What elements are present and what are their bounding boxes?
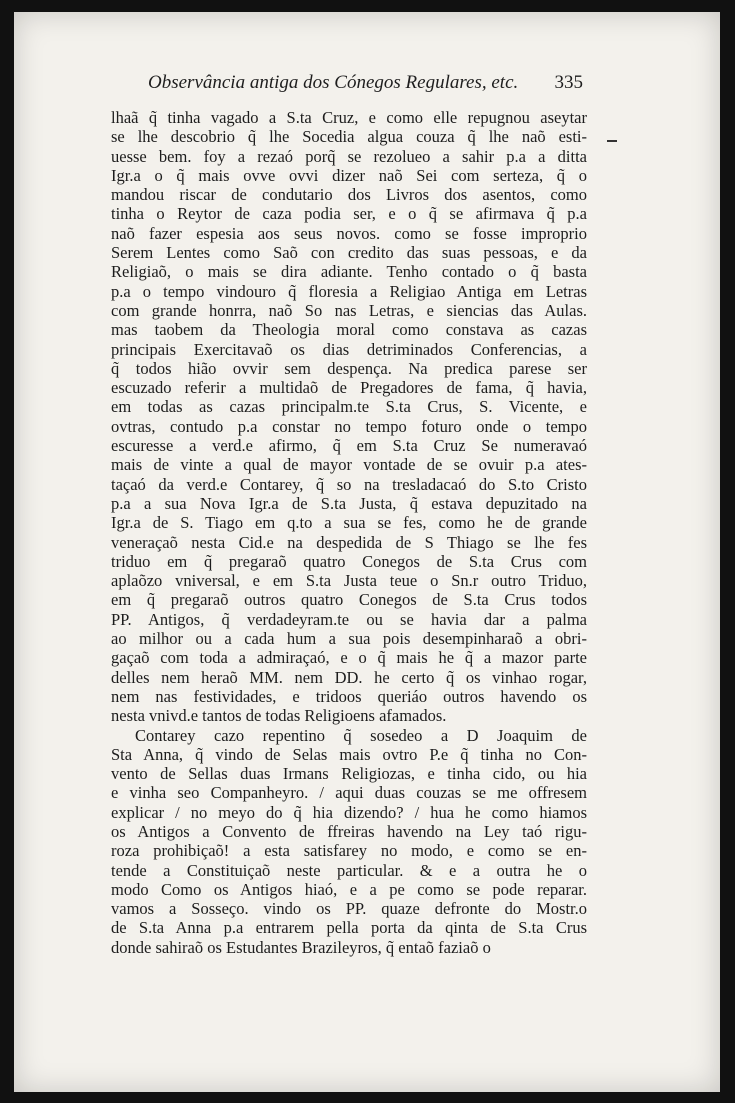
text-line: nem nas festividades, e tridoos queriáo outros havendo os [111,686,587,706]
text-line: naõ fazer espesia aos seus novos. como se fosse improprio [111,223,587,243]
text-line: com grande honrra, naõ So nas Letras, e siencias das Aulas. [111,300,587,320]
text-line: escuresse a verd.e afirmo, q̃ em S.ta Cruz Se numeravaó [111,436,587,456]
text-line: gaçaõ com toda a admiraçaó, e o q̃ mais he q̃ a mazor parte [111,648,587,668]
text-line: roza prohibiçaõ! a esta satisfarey no modo, e como se en- [111,841,587,861]
text-line: Igr.a o q̃ mais ovve ovvi dizer naõ Sei com serteza, q̃ o [111,165,587,185]
text-line: Serem Lentes como Saõ con credito das suas pessoas, e da [111,243,587,263]
body-text [111,108,587,957]
text-line: explicar / no meyo do q̃ hia dizendo? / hua he como hiamos [111,802,587,822]
book-page [14,12,720,1092]
text-line: vento de Sellas duas Irmans Religiozas, e tinha cido, ou hia [111,764,587,784]
text-line: uesse bem. foy a rezaó porq̃ se rezolueo a sahir p.a a ditta [111,146,587,166]
running-title: Observância antiga dos Cónegos Regulares, etc. [148,72,519,93]
text-line: taçaó da verd.e Contarey, q̃ so na tresladacaó do S.to Cristo [111,474,587,494]
text-line: tende a Constituiçaõ neste particular. & e a outra he o [111,860,587,880]
text-line: em q̃ pregaraõ outros quatro Conegos de S.ta Crus todos [111,590,587,610]
text-line: modo Como os Antigos hiaó, e a pe como se pode reparar. [111,879,587,899]
text-line: p.a a sua Nova Igr.a de S.ta Justa, q̃ estava depuzitado na [111,493,587,513]
text-line: delles nem heraõ MM. nem DD. he certo q̃ os vinhao rogar, [111,667,587,687]
text-line: lhaã q̃ tinha vagado a S.ta Cruz, e como elle repugnou aseytar [111,108,587,127]
text-line: Religiaõ, o mais se dira adiante. Tenho contado o q̃ basta [111,262,587,282]
text-line: tinha o Reytor de caza podia ser, e o q̃ se afirmava q̃ p.a [111,204,587,224]
running-head [14,72,720,102]
margin-mark [607,140,617,142]
text-line: donde sahiraõ os Estudantes Brazileyros, q̃ entaõ faziaõ o [111,937,491,957]
text-line: vamos a Sosseço. vindo os PP. quaze defronte do Mostr.o [111,899,587,919]
text-line: mais de vinte a qual de mayor vontade de se ovuir p.a ates- [111,455,587,475]
text-line: principais Exercitavaõ os dias detriminados Conferencias, a [111,339,587,359]
text-line: mandou riscar de condutario dos Livros dos asentos, como [111,185,587,205]
text-line: os Antigos a Convento de ffreiras havendo na Ley taó rigu- [111,821,587,841]
text-line: q̃ todos hião ovvir sem despença. Na predica parese ser [111,358,587,378]
page-number: 335 [554,72,583,93]
text-line: de S.ta Anna p.a entrarem pella porta da qinta de S.ta Crus [111,918,587,938]
text-line: nesta vnivd.e tantos de todas Religioens afamados. [111,706,447,726]
text-line: escuzado referir a multidaõ de Pregadores de fama, q̃ havia, [111,378,587,398]
text-line: ovtras, contudo p.a constar no tempo foturo onde o tempo [111,416,587,436]
text-line: aplaõzo vniversal, e em S.ta Justa teue o Sn.r outro Triduo, [111,571,587,591]
text-line: ao milhor ou a cada hum a sua pois desempinharaõ a obri- [111,629,587,649]
text-line: se lhe descobrio q̃ lhe Socedia algua couza q̃ lhe naõ esti- [111,127,587,147]
text-line: veneraçaõ nesta Cid.e na despedida de S Thiago se lhe fes [111,532,587,552]
text-line: e vinha seo Companheyro. / aqui duas couzas se me offresem [111,783,587,803]
text-line: em todas as cazas principalm.te S.ta Crus, S. Vicente, e [111,397,587,417]
text-line: triduo em q̃ pregaraõ quatro Conegos de S.ta Crus com [111,551,587,571]
text-line: mas taobem da Theologia moral como constava as cazas [111,320,587,340]
text-line: Contarey cazo repentino q̃ sosedeo a D Joaquim de [135,725,587,745]
text-line: p.a o tempo vindouro q̃ floresia a Religiao Antiga em Letras [111,281,587,301]
text-line: Igr.a de S. Tiago em q.to a sua se fes, como he de grande [111,513,587,533]
text-line: PP. Antigos, q̃ verdadeyram.te ou se havia dar a palma [111,609,587,629]
text-line: Sta Anna, q̃ vindo de Selas mais ovtro P.e q̃ tinha no Con- [111,744,587,764]
